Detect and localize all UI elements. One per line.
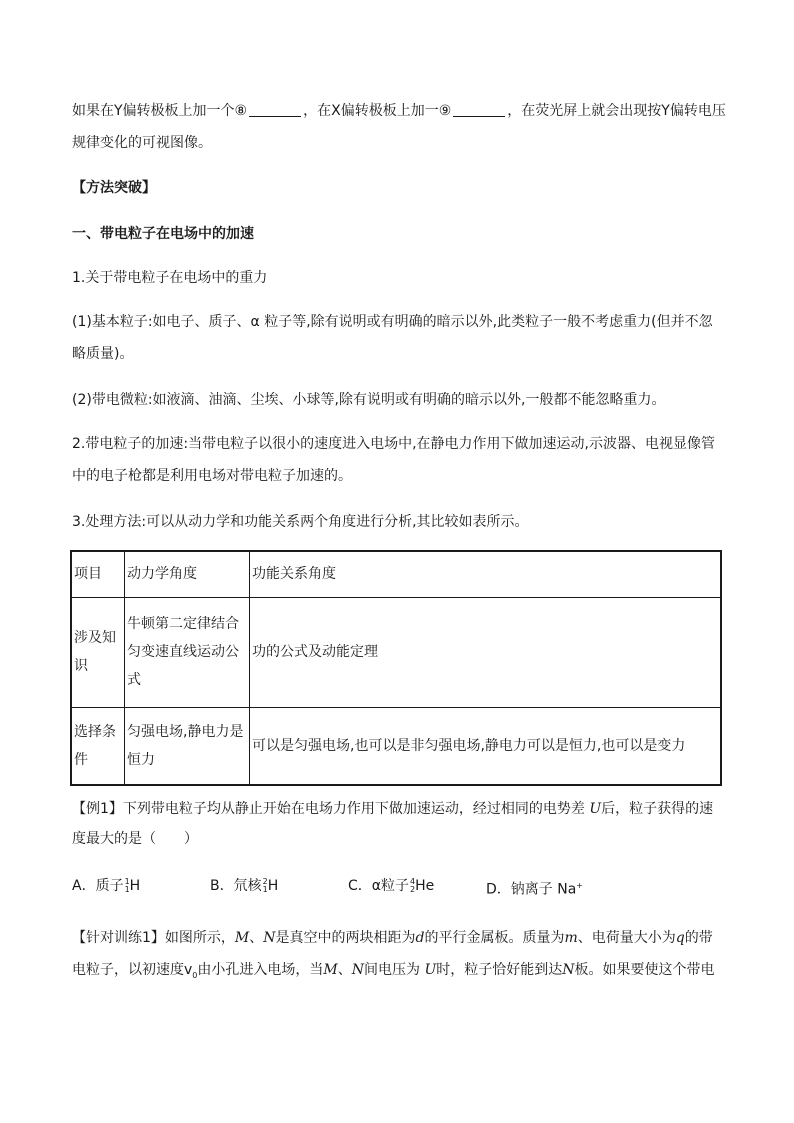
mass-number: 1 [124, 877, 130, 886]
text-segment: 、 [337, 962, 352, 978]
subscript: 0 [192, 970, 198, 980]
table-row [71, 597, 721, 707]
option-c[interactable] [348, 876, 434, 896]
math-variable: M [323, 962, 338, 978]
example-1-line1 [72, 799, 722, 819]
math-variable: N [562, 962, 575, 978]
item-1: 1.关于带电粒子在电场中的重力 [72, 270, 268, 286]
method-heading: 【方法突破】 [72, 180, 156, 196]
item-2-cont: 中的电子枪都是利用电场对带电粒子加速的。 [72, 468, 352, 484]
example-1-options [72, 876, 722, 898]
element-symbol: H [267, 878, 279, 894]
text-segment: 由小孔进入电场，当 [197, 962, 324, 978]
text-segment: 如果在Y偏转极板上加一个⑧ [72, 103, 248, 119]
mass-number: 4 [410, 877, 416, 886]
text-segment: ，在X偏转极板上加一⑨ [303, 103, 452, 119]
table-cell: 匀强电场,静电力是恒力 [125, 707, 250, 785]
math-variable: U [589, 801, 602, 817]
text-segment: 的带 [684, 930, 713, 946]
text-segment: ，在荧光屏上就会出现按Y偏转电压 [507, 103, 726, 119]
table-cell: 功能关系角度 [250, 551, 722, 597]
math-variable: M [234, 930, 250, 946]
text-segment: 【例1】下列带电粒子均从静止开始在电场力作用下做加速运动，经过相同的电势差 [72, 801, 585, 817]
paragraph-fill-blank [72, 101, 726, 121]
charge-number: 2 [410, 885, 416, 894]
math-variable: N [351, 962, 364, 978]
text-segment: 电粒子，以初速度v [72, 962, 193, 978]
text-segment: 间电压为 [363, 962, 420, 978]
table-cell: 功的公式及动能定理 [250, 597, 722, 707]
table-header-row [71, 551, 721, 597]
item-2: 2.带电粒子的加速:当带电粒子以很小的速度进入电场中,在静电力作用下做加速运动,示波器、电视显像管 [72, 436, 715, 452]
option-label: A．质子 [72, 878, 124, 894]
math-variable: U [424, 962, 437, 978]
text-segment: 后，粒子获得的速 [601, 801, 714, 817]
table-cell: 涉及知识 [71, 597, 125, 707]
paragraph-continuation: 规律变化的可视图像。 [72, 135, 212, 151]
element-symbol: H [129, 878, 141, 894]
charge-number: 1 [124, 885, 130, 894]
text-segment: 时，粒子恰好能到达 [436, 962, 563, 978]
element-symbol: He [415, 878, 435, 894]
nuclide [124, 876, 141, 896]
comparison-table [70, 550, 722, 786]
item-1-2: (2)带电微粒:如液滴、油滴、尘埃、小球等,除有说明或有明确的暗示以外,一般都不能忽略重力。 [72, 392, 666, 408]
mass-number: 2 [262, 877, 268, 886]
option-a[interactable] [72, 876, 140, 896]
blank-8[interactable] [249, 102, 301, 117]
section-heading: 一、带电粒子在电场中的加速 [72, 226, 254, 242]
option-label: C．α粒子 [348, 878, 410, 894]
blank-9[interactable] [453, 102, 505, 117]
training-1-line2 [72, 960, 722, 986]
ion-charge: + [576, 881, 583, 890]
table-cell: 选择条件 [71, 707, 125, 785]
table-cell: 可以是匀强电场,也可以是非匀强电场,静电力可以是恒力,也可以是变力 [250, 707, 722, 785]
table-row [71, 707, 721, 785]
element-symbol: Na [557, 881, 577, 898]
nuclide [262, 876, 279, 896]
item-3: 3.处理方法:可以从动力学和功能关系两个角度进行分析,其比较如表所示。 [72, 514, 529, 530]
text-segment: 板。如果要使这个带电 [574, 962, 715, 978]
math-variable: d [415, 930, 425, 946]
item-1-1-cont: 略质量)。 [72, 346, 134, 362]
option-b[interactable] [210, 876, 278, 896]
text-segment: 【针对训练1】如图所示， [72, 930, 235, 946]
text-segment: 的平行金属板。质量为 [424, 930, 565, 946]
math-variable: q [675, 930, 685, 946]
training-1-line1 [72, 928, 722, 948]
item-1-1: (1)基本粒子:如电子、质子、α 粒子等,除有说明或有明确的暗示以外,此类粒子一般不考虑重力(但并不忽 [72, 314, 713, 330]
option-d[interactable] [486, 876, 583, 900]
charge-number: 1 [262, 885, 268, 894]
math-variable: m [564, 930, 578, 946]
table-cell: 动力学角度 [125, 551, 250, 597]
math-variable: N [263, 930, 276, 946]
nuclide [409, 876, 434, 896]
table-cell: 项目 [71, 551, 125, 597]
table-cell: 牛顿第二定律结合匀变速直线运动公式 [125, 597, 250, 707]
option-label: D．钠离子 [486, 881, 553, 898]
option-label: B．氘核 [210, 878, 262, 894]
example-1-line2: 度最大的是（ ） [72, 831, 198, 847]
text-segment: 是真空中的两块相距为 [275, 930, 416, 946]
text-segment: 、 [249, 930, 264, 946]
text-segment: 、电荷量大小为 [577, 930, 676, 946]
